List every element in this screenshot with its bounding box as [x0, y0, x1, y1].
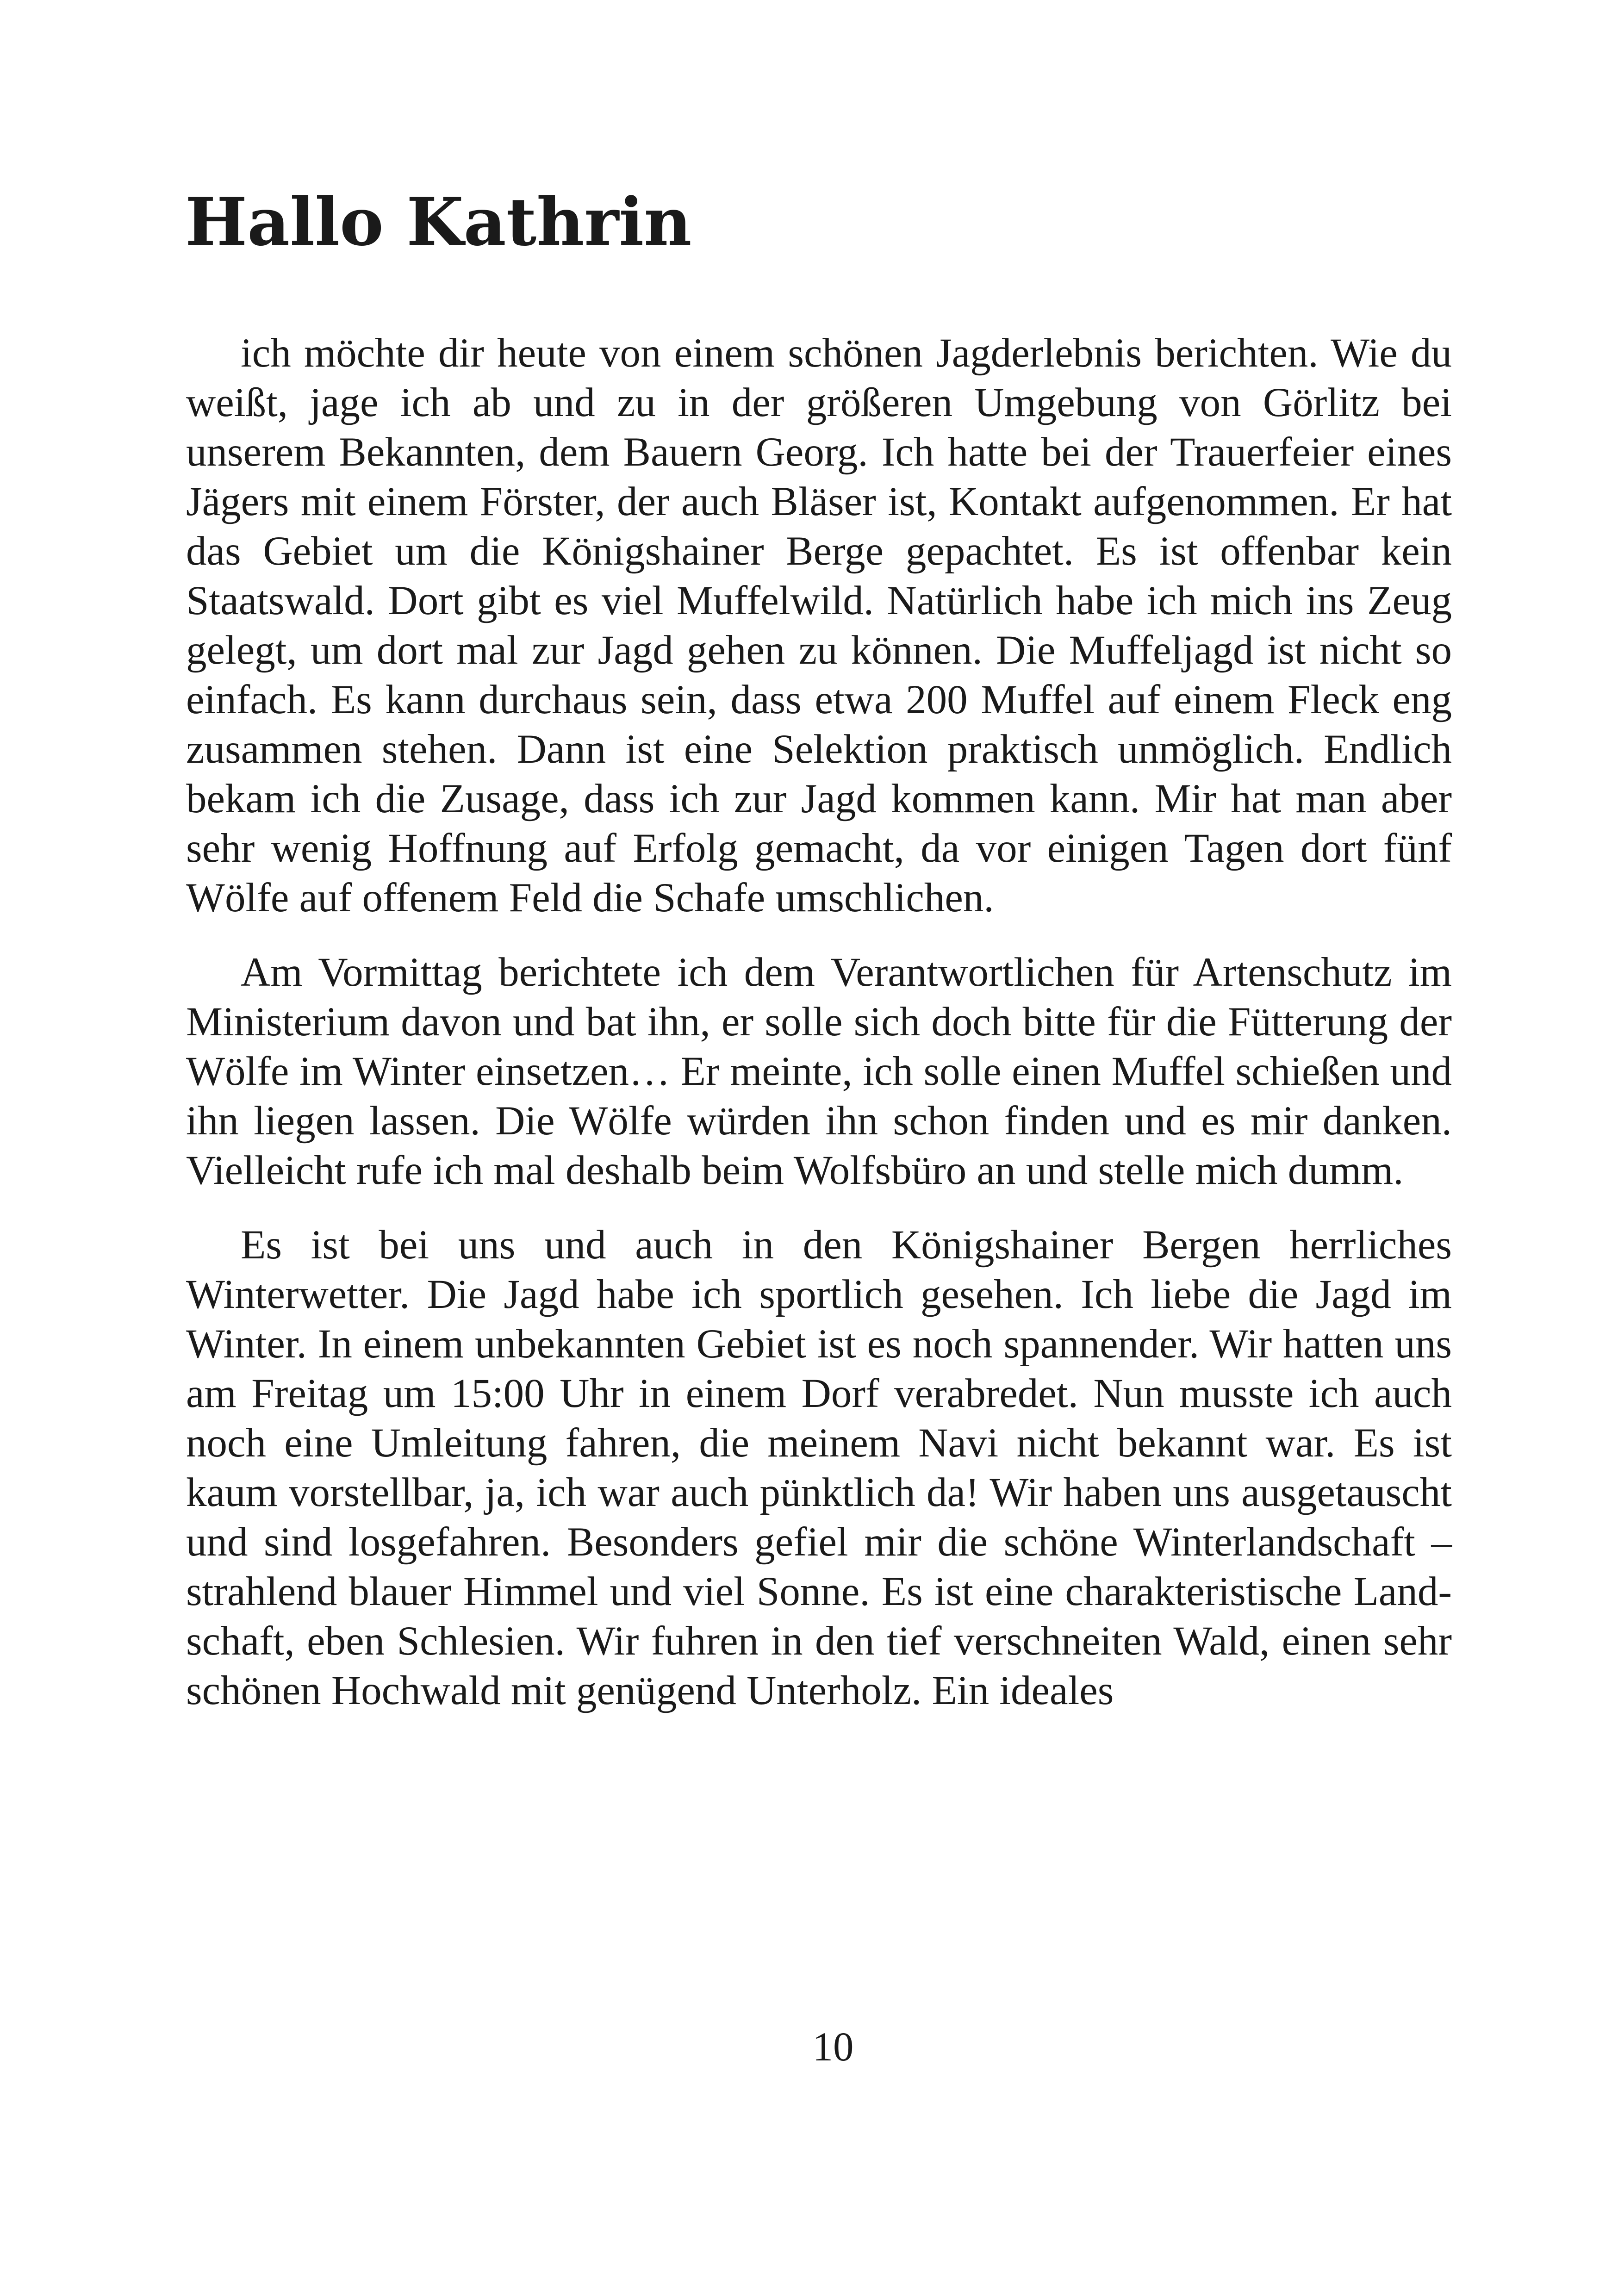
paragraph-1: ich möchte dir heute von einem schönen Jagderlebnis berichten. Wie du weißt, jage ich ab und zu in der größeren Umgebung von Görlitz bei unserem Bekannten, dem Bauern Georg. Ich hatte bei der Trauerfeier eines Jägers mit einem Förster, der auch Bläser ist, Kontakt aufgenommen. Er hat das Gebiet um die Königshainer Berge gepachtet. Es ist offenbar kein Staatswald. Dort gibt es viel Muffelwild. Natürlich habe ich mich ins Zeug gelegt, um dort mal zur Jagd gehen zu können. Die Muffeljagd ist nicht so einfach. Es kann durchaus sein, dass etwa 200 Muffel auf einem Fleck eng zusammen stehen. Dann ist eine Selektion praktisch unmöglich. Endlich bekam ich die Zusage, dass ich zur Jagd kommen kann. Mir hat man aber sehr wenig Hoffnung auf Erfolg gemacht, da vor einigen Tagen dort fünf Wölfe auf offenem Feld die Schafe umschlichen. [186, 330, 1452, 921]
paragraph-2: Am Vormittag berichtete ich dem Verantwortlichen für Artenschutz im Ministerium davon und bat ihn, er solle sich doch bitte für die Fütterung der Wölfe im Winter einsetzen… Er meinte, ich solle einen Muffel schießen und ihn liegen lassen. Die Wölfe würden ihn schon finden und es mir danken. Vielleicht rufe ich mal deshalb beim Wolfsbüro an und stelle mich dumm. [186, 950, 1452, 1193]
paragraph-3: Es ist bei uns und auch in den Königshainer Bergen herrliches Winterwetter. Die Jagd habe ich sportlich gesehen. Ich liebe die Jagd im Winter. In einem unbekannten Gebiet ist es noch spannender. Wir hatten uns am Freitag um 15:00 Uhr in einem Dorf verabredet. Nun musste ich auch noch eine Umleitung fahren, die meinem Navi nicht bekannt war. Es ist kaum vorstellbar, ja, ich war auch pünktlich da! Wir haben uns ausgetauscht und sind losgefahren. Besonders gefiel mir die schöne Winterlandschaft – strahlend blauer Himmel und viel Sonne. Es ist eine charakteristische Landschaft, eben Schlesien. Wir fuhren in den tief verschneiten Wald, einen sehr schönen Hochwald mit genügend Unterholz. Ein ideales [186, 1222, 1452, 1713]
body-text [186, 329, 1452, 1716]
page-number: 10 [812, 2024, 854, 2070]
chapter-heading: Hallo Kathrin [185, 184, 692, 261]
